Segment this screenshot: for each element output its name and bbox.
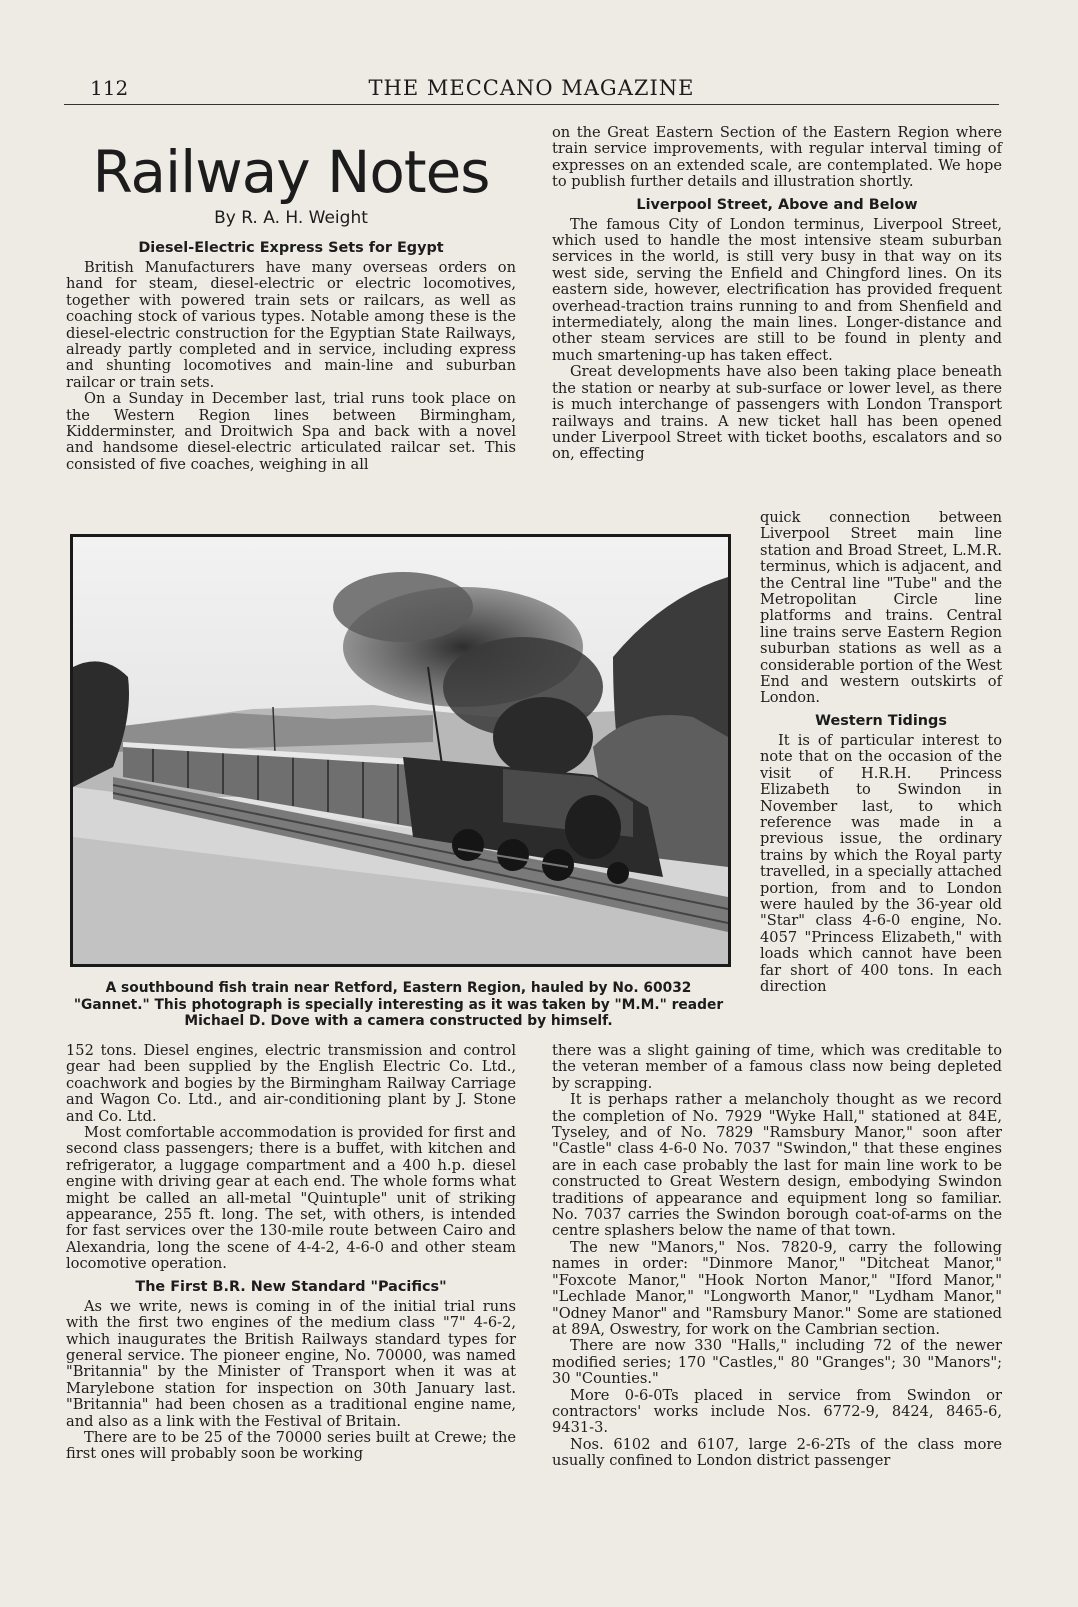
paragraph: British Manufacturers have many overseas orders on hand for steam, diesel-electric or electric locomotives, together with powered train sets or railcars, as well as coaching stock of various types. Notable among these is the diesel-electric construction for the Egyptian State Railways, already partly completed and in service, including express and shunting locomotives and main-line and suburban railcar or train sets.	[66, 259, 516, 391]
left-column-top	[66, 140, 516, 473]
photo-caption: A southbound fish train near Retford, Eastern Region, hauled by No. 60032 "Gannet." This photograph is specially interesting as it was taken by "M.M." reader Michael D. Dove with a camera constructed by himself.	[73, 980, 724, 1030]
paragraph: As we write, news is coming in of the initial trial runs with the first two engines of the medium class "7" 4-6-2, which inaugurates the British Railways standard types for general service. The pioneer engine, No. 70000, was named "Britannia" by the Minister of Transport when it was at Marylebone station for inspection on 30th January last. "Britannia" had been chosen as a traditional engine name, and also as a link with the Festival of Britain.	[66, 1297, 516, 1430]
paragraph: The new "Manors," Nos. 7820-9, carry the following names in order: "Dinmore Manor," "Ditcheat Manor," "Foxcote Manor," "Hook Norton Manor," "Iford Manor," "Lechlade Manor," "Longworth Manor," "Lydham Manor," "Odney Manor" and "Ramsbury Manor." Some are stationed at 89A, Oswestry, for work on the Cambrian section.	[552, 1238, 1002, 1338]
paragraph: quick connection between Liverpool Street main line station and Broad Street, L.M.R. terminus, which is adjacent, and the Central line "Tube" and the Metropolitan Circle line platforms and trains. Central line trains serve Eastern Region suburban stations as well as a considerable portion of the West End and western outskirts of London.	[760, 509, 1002, 707]
right-column-top	[552, 125, 1002, 463]
right-narrow-column	[760, 510, 1002, 995]
section-heading-pacifics: The First B.R. New Standard "Pacifics"	[135, 1278, 447, 1295]
section-heading-western-tidings: Western Tidings	[815, 712, 947, 729]
magazine-title: THE MECCANO MAGAZINE	[368, 76, 695, 100]
paragraph: there was a slight gaining of time, which was creditable to the veteran member of a famous class now being depleted by scrapping.	[552, 1042, 1002, 1092]
paragraph: It is perhaps rather a melancholy thought as we record the completion of No. 7929 "Wyke Hall," stationed at 84E, Tyseley, and of No. 7829 "Ramsbury Manor," soon after "Castle" class 4-6-0 No. 7037 "Swindon," that these engines are in each case probably the last for main line work to be constructed to Great Western design, embodying Swindon traditions of appearance and equipment long so familiar. No. 7037 carries the Swindon borough coat-of-arms on the centre splashers below the name of that town.	[552, 1091, 1002, 1240]
paragraph: The famous City of London terminus, Liverpool Street, which used to handle the most intensive steam suburban services in the world, is still very busy in that way on its west side, serving the Enfield and Chingford lines. On its eastern side, however, electrification has provided frequent overhead-traction trains running to and from Shenfield and intermediately, along the main lines. Longer-distance and other steam services are still to be found in plenty and much smartening-up has taken effect.	[552, 215, 1002, 364]
page-header	[64, 70, 999, 105]
paragraph: Great developments have also been taking place beneath the station or nearby at sub-surface or lower level, as there is much interchange of passengers with London Transport railways and trains. A new ticket hall has been opened under Liverpool Street with ticket booths, escalators and so on, effecting	[552, 363, 1002, 463]
paragraph: on the Great Eastern Section of the Eastern Region where train service improvements, with regular interval timing of expresses on an extended scale, are contemplated. We hope to publish further details and illustration shortly.	[552, 124, 1002, 191]
paragraph: 152 tons. Diesel engines, electric transmission and control gear had been supplied by the English Electric Co. Ltd., coachwork and bogies by the Birmingham Railway Carriage and Wagon Co. Ltd., and air-conditioning plant by J. Stone and Co. Ltd.	[66, 1042, 516, 1125]
paragraph: Most comfortable accommodation is provided for first and second class passengers; there is a buffet, with kitchen and refrigerator, a luggage compartment and a 400 h.p. diesel engine with driving gear at each end. The whole forms what might be called an all-metal "Quintuple" unit of striking appearance, 255 ft. long. The set, with others, is intended for fast services over the 130-mile route between Cairo and Alexandria, long the scene of 4-4-2, 4-6-0 and other steam locomotive operation.	[66, 1124, 516, 1273]
train-photo-illustration	[73, 537, 728, 964]
page-number: 112	[90, 76, 129, 100]
paragraph: On a Sunday in December last, trial runs took place on the Western Region lines between Birmingham, Kidderminster, and Droitwich Spa and back with a novel and handsome diesel-electric articulated railcar set. This consisted of five coaches, weighing in all	[66, 390, 516, 473]
paragraph: There are now 330 "Halls," including 72 of the newer modified series; 170 "Castles," 80 "Granges"; 30 "Manors"; 30 "Counties."	[552, 1337, 1002, 1388]
train-photograph	[70, 534, 731, 967]
right-column-bottom	[552, 1043, 1002, 1470]
article-byline: By R. A. H. Weight	[214, 208, 368, 228]
paragraph: More 0-6-0Ts placed in service from Swindon or contractors' works include Nos. 6772-9, 8424, 8465-6, 9431-3.	[552, 1386, 1002, 1437]
article-title: Railway Notes	[92, 138, 490, 206]
section-heading-liverpool-street: Liverpool Street, Above and Below	[636, 196, 918, 213]
paragraph: There are to be 25 of the 70000 series built at Crewe; the first ones will probably soon be working	[66, 1428, 516, 1463]
paragraph: It is of particular interest to note that on the occasion of the visit of H.R.H. Princess Elizabeth to Swindon in November last, to which reference was made in a previous issue, the ordinary trains by which the Royal party travelled, in a specially attached portion, from and to London were hauled by the 36-year old "Star" class 4-6-0 engine, No. 4057 "Princess Elizabeth," with loads which cannot have been far short of 400 tons. In each direction	[760, 731, 1002, 995]
paragraph: Nos. 6102 and 6107, large 2-6-2Ts of the class more usually confined to London district passenger	[552, 1435, 1002, 1470]
left-column-bottom	[66, 1043, 516, 1463]
section-heading-egypt: Diesel-Electric Express Sets for Egypt	[138, 240, 444, 256]
